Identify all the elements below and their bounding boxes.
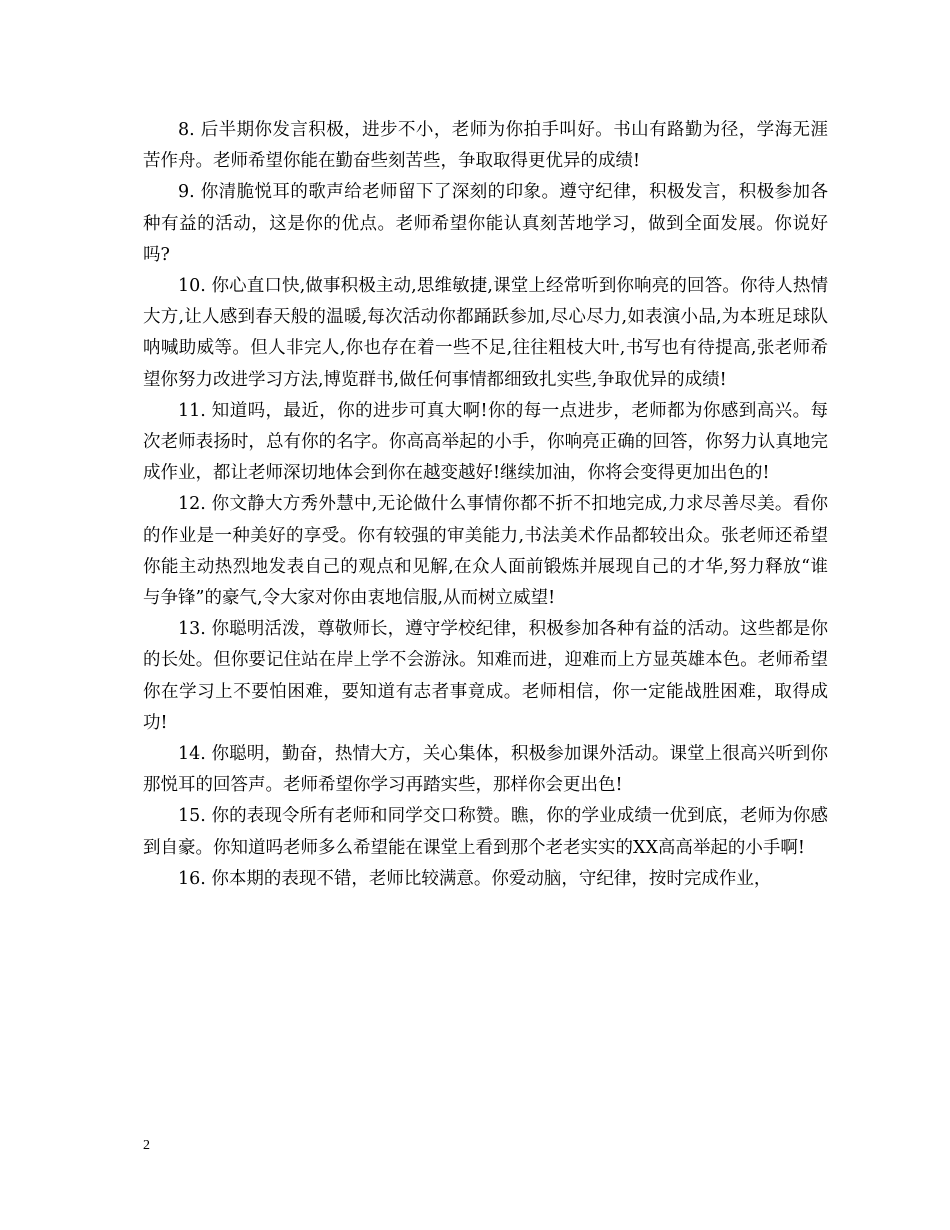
paragraph-16: 16. 你本期的表现不错，老师比较满意。你爱动脑，守纪律，按时完成作业， [178, 868, 772, 889]
document-body [143, 115, 828, 895]
paragraph-12: 12. 你文静大方秀外慧中,无论做什么事情你都不折不扣地完成,力求尽善尽美。看你的作业是一种美好的享受。你有较强的审美能力,书法美术作品都较出众。张老师还希望你能主动热烈地发表自己的观点和见解,在众人面前锻炼并展现自己的才华,努力释放“谁与争锋”的豪气,令大家对你由衷地信服,从而树立威望! [143, 494, 828, 609]
paragraph-13: 13. 你聪明活泼，尊敬师长，遵守学校纪律，积极参加各种有益的活动。这些都是你的长处。但你要记住站在岸上学不会游泳。知难而进，迎难而上方显英雄本色。老师希望你在学习上不要怕困难，要知道有志者事竟成。老师相信，你一定能战胜困难，取得成功! [143, 619, 828, 733]
paragraph-11: 11. 知道吗，最近，你的进步可真大啊!你的每一点进步，老师都为你感到高兴。每次老师表扬时，总有你的名字。你高高举起的小手，你响亮正确的回答，你努力认真地完成作业，都让老师深切地体会到你在越变越好!继续加油，你将会变得更加出色的! [143, 400, 828, 484]
paragraph-9: 9. 你清脆悦耳的歌声给老师留下了深刻的印象。遵守纪律，积极发言，积极参加各种有益的活动，这是你的优点。老师希望你能认真刻苦地学习，做到全面发展。你说好吗? [143, 182, 828, 265]
paragraph-8: 8. 后半期你发言积极，进步不小，老师为你拍手叫好。书山有路勤为径，学海无涯苦作舟。老师希望你能在勤奋些刻苦些，争取取得更优异的成绩! [143, 120, 828, 172]
page-number: 2 [143, 1138, 150, 1153]
paragraph-14: 14. 你聪明，勤奋，热情大方，关心集体，积极参加课外活动。课堂上很高兴听到你那悦耳的回答声。老师希望你学习再踏实些，那样你会更出色! [143, 744, 828, 796]
paragraph-15: 15. 你的表现令所有老师和同学交口称赞。瞧，你的学业成绩一优到底，老师为你感到自豪。你知道吗老师多么希望能在课堂上看到那个老老实实的XX高高举起的小手啊! [143, 806, 828, 858]
paragraph-10: 10. 你心直口快,做事积极主动,思维敏捷,课堂上经常听到你响亮的回答。你待人热情大方,让人感到春天般的温暖,每次活动你都踊跃参加,尽心尽力,如表演小品,为本班足球队呐喊助威等。但人非完人,你也存在着一些不足,往往粗枝大叶,书写也有待提高,张老师希望你努力改进学习方法,博览群书,做任何事情都细致扎实些,争取优异的成绩! [143, 276, 828, 390]
